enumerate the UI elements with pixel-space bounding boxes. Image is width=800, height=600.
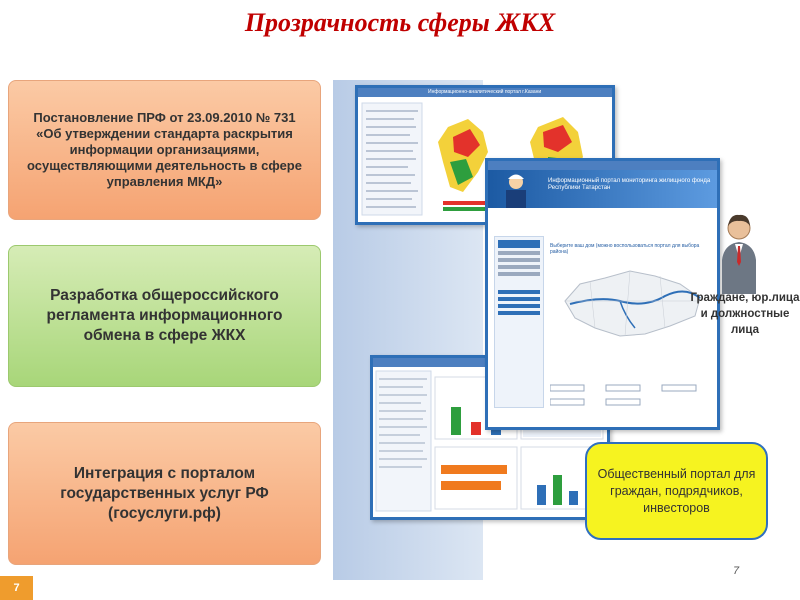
housing-portal-header — [488, 170, 717, 208]
housing-map-caption: Выберите ваш дом (можно воспользоваться портал для выбора района) — [550, 243, 700, 255]
integration-box — [8, 422, 321, 565]
integration-text: Интеграция с порталом государственных услуг РФ (госуслуги.рф) — [60, 464, 269, 522]
user-icon — [718, 210, 760, 294]
tatarstan-map — [550, 256, 710, 346]
page-number: 7 — [733, 565, 740, 577]
resolution-text: Постановление ПРФ от 23.09.2010 № 731 «Об утверждении стандарта раскрытия информации организациями, осуществляющими деятельность в сфере управления МКД» — [27, 110, 302, 189]
housing-portal-nav — [494, 236, 544, 408]
public-portal-text: Общественный портал для граждан, подрядчиков, инвесторов — [597, 466, 756, 515]
slide-number-badge: 7 — [0, 576, 33, 600]
housing-portal-title: Информационный портал мониторинга жилищного фонда Республики Татарстан — [548, 178, 711, 191]
regulation-box — [8, 245, 321, 387]
slide-title: Прозрачность сферы ЖКХ — [244, 8, 556, 37]
housing-portal-filters — [550, 383, 710, 413]
regulation-text: Разработка общероссийского регламента информационного обмена в сфере ЖКХ — [46, 287, 283, 344]
citizens-label: Граждане, юр.лица и должностные лица — [690, 292, 800, 336]
housing-portal-screenshot — [485, 158, 720, 430]
worker-icon — [496, 170, 536, 208]
analytics-portal-title: Информационно-аналитический портал г.Казани — [428, 89, 542, 95]
public-portal-callout — [585, 442, 768, 540]
resolution-box — [8, 80, 321, 220]
